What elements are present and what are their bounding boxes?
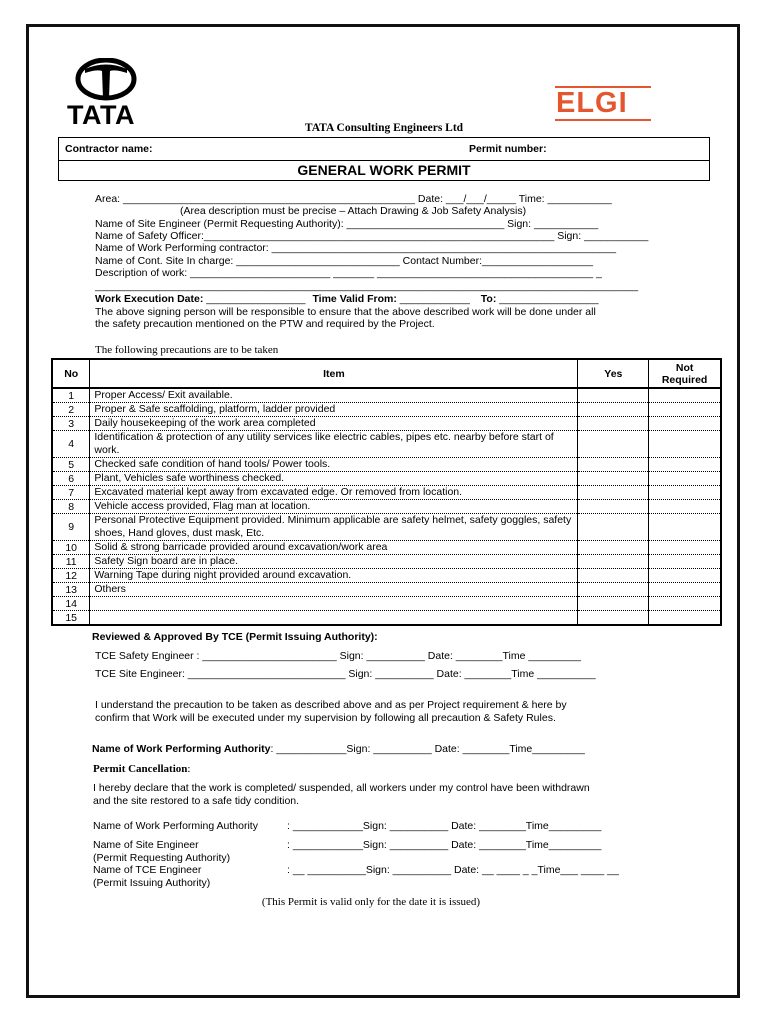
row-item: Proper Access/ Exit available. xyxy=(90,388,578,403)
row-item: Safety Sign board are in place. xyxy=(90,555,578,569)
review-title: Reviewed & Approved By TCE (Permit Issuing Authority): xyxy=(92,631,378,643)
header-row xyxy=(59,138,709,161)
declaration-line-1: I understand the precaution to be taken as described above and as per Project requirement & here by xyxy=(95,699,567,711)
row-not-required-cell[interactable] xyxy=(649,486,721,500)
tce-safety-engineer-line: TCE Safety Engineer : _______________________ Sign: __________ Date: ________Time _________ xyxy=(95,650,581,662)
row-not-required-cell[interactable] xyxy=(649,597,721,611)
row-not-required-cell[interactable] xyxy=(649,555,721,569)
row-number: 15 xyxy=(52,611,90,626)
declaration-line-2: confirm that Work will be executed under my supervision by following all precaution & Safety Rules. xyxy=(95,712,556,724)
responsibility-statement-2: the safety precaution mentioned on the PTW and required by the Project. xyxy=(95,318,435,330)
permit-number-label: Permit number: xyxy=(469,143,547,155)
row-item: Checked safe condition of hand tools/ Power tools. xyxy=(90,458,578,472)
row-not-required-cell[interactable] xyxy=(649,569,721,583)
precautions-table xyxy=(51,358,722,626)
execution-line xyxy=(95,293,599,306)
row-not-required-cell[interactable] xyxy=(649,500,721,514)
row-item: Daily housekeeping of the work area completed xyxy=(90,417,578,431)
row-item: Personal Protective Equipment provided. Minimum applicable are safety helmet, safety goggles, safety shoes, Hand gloves, dust mask, Etc. xyxy=(90,514,578,541)
row-item: Identification & protection of any utility services like electric cables, pipes etc. nearby before start of work. xyxy=(90,431,578,458)
cancel-row-sub-2: (Permit Requesting Authority) xyxy=(93,852,231,864)
col-not-required-header: Not Required xyxy=(649,359,721,388)
site-engineer-line: Name of Site Engineer (Permit Requesting Authority): ___________________________ Sign: ___________ xyxy=(95,218,599,230)
row-not-required-cell[interactable] xyxy=(649,541,721,555)
row-number: 1 xyxy=(52,388,90,403)
row-yes-cell[interactable] xyxy=(578,458,649,472)
work-authority-line xyxy=(92,743,585,756)
table-row xyxy=(52,514,721,541)
row-yes-cell[interactable] xyxy=(578,486,649,500)
row-yes-cell[interactable] xyxy=(578,541,649,555)
elgi-logo-rule-bottom xyxy=(555,119,651,121)
row-yes-cell[interactable] xyxy=(578,583,649,597)
row-number: 9 xyxy=(52,514,90,541)
permit-cancellation-colon: : xyxy=(187,763,191,775)
execution-date-blank: _________________ xyxy=(206,293,306,305)
validity-note: (This Permit is valid only for the date it is issued) xyxy=(261,896,481,908)
tce-site-engineer-line: TCE Site Engineer: ___________________________ Sign: __________ Date: ________Time __________ xyxy=(95,668,596,680)
tata-logo-icon xyxy=(75,58,137,102)
row-item: Plant, Vehicles safe worthiness checked. xyxy=(90,472,578,486)
row-number: 7 xyxy=(52,486,90,500)
cancellation-line-2: and the site restored to a safe tidy condition. xyxy=(93,795,300,807)
table-row xyxy=(52,388,721,403)
row-number: 11 xyxy=(52,555,90,569)
row-item xyxy=(90,611,578,626)
permit-cancellation-title-text: Permit Cancellation xyxy=(93,763,188,775)
precautions-intro: The following precautions are to be taken xyxy=(95,344,279,356)
area-note: (Area description must be precise – Attach Drawing & Job Safety Analysis) xyxy=(180,205,527,217)
table-row xyxy=(52,569,721,583)
row-not-required-cell[interactable] xyxy=(649,583,721,597)
row-yes-cell[interactable] xyxy=(578,388,649,403)
table-row xyxy=(52,431,721,458)
table-row xyxy=(52,417,721,431)
row-yes-cell[interactable] xyxy=(578,597,649,611)
row-not-required-cell[interactable] xyxy=(649,388,721,403)
company-name: TATA Consulting Engineers Ltd xyxy=(304,122,464,134)
row-number: 6 xyxy=(52,472,90,486)
row-not-required-cell[interactable] xyxy=(649,514,721,541)
elgi-logo: ELGI xyxy=(556,87,628,119)
table-row xyxy=(52,597,721,611)
area-line: Area: __________________________________________________ Date: ___/___/_____ Time: ___________ xyxy=(95,193,612,205)
contractor-name-label: Contractor name: xyxy=(65,143,153,155)
table-row xyxy=(52,403,721,417)
row-number: 2 xyxy=(52,403,90,417)
row-not-required-cell[interactable] xyxy=(649,403,721,417)
row-yes-cell[interactable] xyxy=(578,472,649,486)
table-row xyxy=(52,472,721,486)
work-authority-label: Name of Work Performing Authority xyxy=(92,743,271,755)
execution-date-label: Work Execution Date: xyxy=(95,293,204,305)
work-authority-fields: : ____________Sign: __________ Date: ________Time_________ xyxy=(270,743,585,755)
responsibility-statement-1: The above signing person will be responsible to ensure that the above described work will be done under all xyxy=(95,306,596,318)
cont-site-line: Name of Cont. Site In charge: ____________________________ Contact Number:___________________ xyxy=(95,255,593,267)
time-to-blank: _________________ xyxy=(499,293,599,305)
table-row xyxy=(52,583,721,597)
row-yes-cell[interactable] xyxy=(578,500,649,514)
row-item: Warning Tape during night provided around excavation. xyxy=(90,569,578,583)
table-row xyxy=(52,541,721,555)
row-yes-cell[interactable] xyxy=(578,555,649,569)
tata-logo-text: TATA xyxy=(67,100,135,130)
table-row xyxy=(52,458,721,472)
table-header-row xyxy=(52,359,721,388)
row-number: 12 xyxy=(52,569,90,583)
work-contractor-line: Name of Work Performing contractor: ___________________________________________________________ xyxy=(95,242,617,254)
row-item: Proper & Safe scaffolding, platform, ladder provided xyxy=(90,403,578,417)
row-number: 5 xyxy=(52,458,90,472)
row-number: 10 xyxy=(52,541,90,555)
cancel-row-sub-3: (Permit Issuing Authority) xyxy=(93,877,211,889)
row-number: 4 xyxy=(52,431,90,458)
cancel-row-fields-1: : ____________Sign: __________ Date: ________Time_________ xyxy=(287,820,602,832)
time-valid-from-blank: ____________ xyxy=(399,293,470,305)
col-item-header: Item xyxy=(90,359,578,388)
row-not-required-cell[interactable] xyxy=(649,611,721,626)
row-item xyxy=(90,597,578,611)
row-item: Others xyxy=(90,583,578,597)
permit-cancellation-title xyxy=(93,763,190,775)
row-item: Vehicle access provided, Flag man at location. xyxy=(90,500,578,514)
row-number: 3 xyxy=(52,417,90,431)
row-item: Solid & strong barricade provided around excavation/work area xyxy=(90,541,578,555)
row-number: 14 xyxy=(52,597,90,611)
row-yes-cell[interactable] xyxy=(578,514,649,541)
row-not-required-cell[interactable] xyxy=(649,472,721,486)
row-yes-cell[interactable] xyxy=(578,431,649,458)
blank-line: _____________________________________________________________________________________________ xyxy=(95,280,639,292)
row-number: 13 xyxy=(52,583,90,597)
row-not-required-cell[interactable] xyxy=(649,417,721,431)
table-row xyxy=(52,611,721,626)
row-not-required-cell[interactable] xyxy=(649,431,721,458)
row-number: 8 xyxy=(52,500,90,514)
time-to-label: To: xyxy=(480,293,497,305)
precautions-table-body xyxy=(52,388,721,625)
cancel-row-label-2: Name of Site Engineer xyxy=(93,839,199,851)
time-valid-from-label: Time Valid From: xyxy=(312,293,397,305)
description-line: Description of work: ________________________ _______ _____________________________________ _ xyxy=(95,267,602,279)
row-yes-cell[interactable] xyxy=(578,403,649,417)
col-no-header: No xyxy=(52,359,90,388)
form-title: GENERAL WORK PERMIT xyxy=(297,162,471,178)
table-row xyxy=(52,555,721,569)
cancel-row-fields-2: : ____________Sign: __________ Date: ________Time_________ xyxy=(287,839,602,851)
table-row xyxy=(52,486,721,500)
row-item: Excavated material kept away from excavated edge. Or removed from location. xyxy=(90,486,578,500)
cancel-row-fields-3: : __ __________Sign: __________ Date: __ ____ _ _Time___ ____ __ xyxy=(287,864,619,876)
table-row xyxy=(52,500,721,514)
row-yes-cell[interactable] xyxy=(578,569,649,583)
col-yes-header: Yes xyxy=(578,359,649,388)
row-not-required-cell[interactable] xyxy=(649,458,721,472)
cancel-row-label-3: Name of TCE Engineer xyxy=(93,864,202,876)
cancel-row-label-1: Name of Work Performing Authority xyxy=(93,820,258,832)
cancellation-line-1: I hereby declare that the work is completed/ suspended, all workers under my control have been withdrawn xyxy=(93,782,590,794)
row-yes-cell[interactable] xyxy=(578,417,649,431)
header-box xyxy=(58,137,710,181)
row-yes-cell[interactable] xyxy=(578,611,649,626)
safety-officer-line: Name of Safety Officer:____________________________________________________________ Sign: ___________ xyxy=(95,230,649,242)
